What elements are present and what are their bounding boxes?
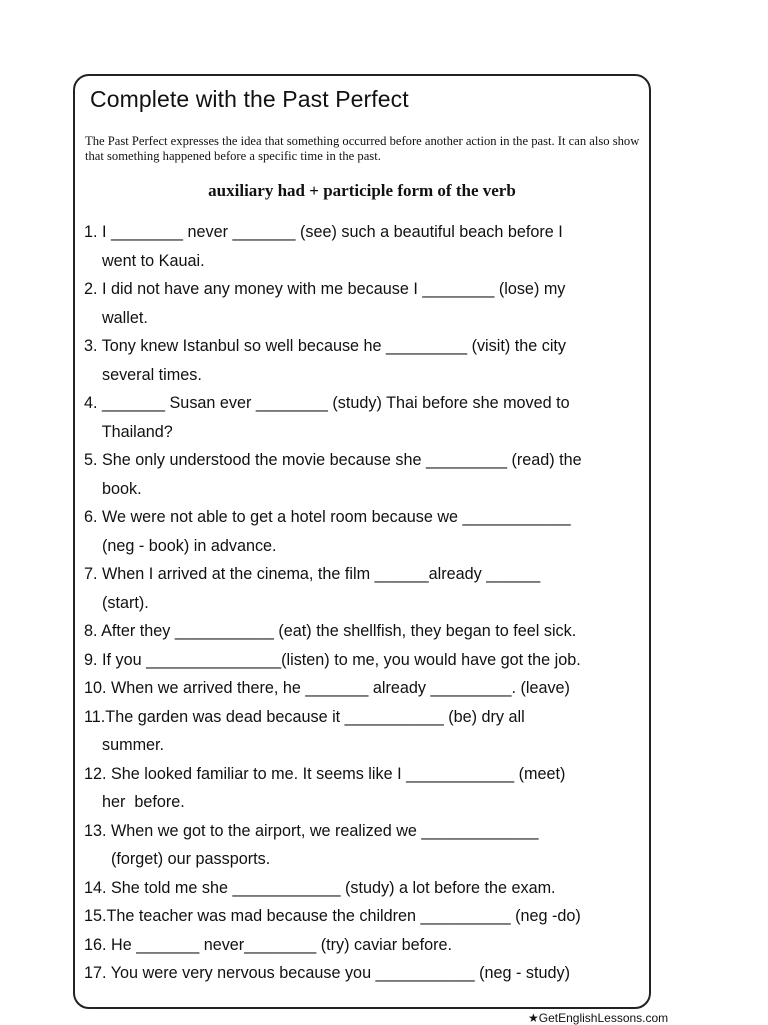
footer-credit (528, 1011, 668, 1025)
exercise-item (84, 674, 644, 703)
star-icon: ★ (528, 1011, 539, 1025)
exercise-line: 15.The teacher was mad because the children __________ (neg -do) (84, 907, 581, 925)
exercise-line-continuation: went to Kauai. (84, 251, 205, 270)
exercise-item (84, 446, 644, 503)
footer-text: GetEnglishLessons.com (538, 1011, 669, 1025)
exercise-line-continuation: several times. (84, 365, 202, 384)
exercise-line: 9. If you _______________(listen) to me, you would have got the job. (84, 650, 581, 669)
exercise-line: 6. We were not able to get a hotel room because we ____________ (84, 508, 571, 526)
exercise-item (84, 817, 644, 874)
exercise-item (84, 959, 644, 988)
exercise-item (84, 218, 644, 275)
exercise-item (84, 389, 644, 446)
exercise-item (84, 646, 644, 675)
exercise-line-continuation: summer. (84, 736, 165, 754)
exercise-line-continuation: wallet. (84, 308, 148, 327)
intro-paragraph: The Past Perfect expresses the idea that something occurred before another action in the past. It can also show that something happened before a specific time in the past. (85, 134, 640, 163)
exercise-item (84, 503, 644, 560)
exercise-line: 5. She only understood the movie because she _________ (read) the (84, 451, 582, 469)
exercise-line: 13. When we got to the airport, we realized we _____________ (84, 821, 539, 840)
worksheet-title: Complete with the Past Perfect (90, 86, 409, 112)
exercise-item (84, 617, 644, 646)
exercise-line-continuation: Thailand? (84, 422, 173, 441)
exercise-line-continuation: her before. (84, 793, 185, 811)
exercise-line: 8. After they ___________ (eat) the shellfish, they began to feel sick. (84, 622, 577, 640)
exercise-line-continuation: (neg - book) in advance. (84, 536, 277, 555)
exercise-item (84, 560, 644, 617)
exercise-line: 3. Tony knew Istanbul so well because he _________ (visit) the city (84, 337, 567, 355)
exercise-line: 1. I ________ never _______ (see) such a beautiful beach before I (84, 223, 563, 241)
exercise-line-continuation: book. (84, 479, 142, 498)
exercise-line: 7. When I arrived at the cinema, the film ______already ______ (84, 565, 541, 583)
exercise-item (84, 874, 644, 903)
exercise-line-continuation: (forget) our passports. (84, 850, 271, 868)
exercise-line-continuation: (start). (84, 593, 149, 612)
exercise-line: 14. She told me she ____________ (study) a lot before the exam. (84, 878, 556, 897)
exercise-line: 10. When we arrived there, he _______ already _________. (leave) (84, 679, 570, 697)
exercise-line: 12. She looked familiar to me. It seems like I ____________ (meet) (84, 764, 566, 783)
exercise-line: 4. _______ Susan ever ________ (study) Thai before she moved to (84, 394, 570, 412)
exercise-item (84, 931, 644, 960)
exercise-line: 11.The garden was dead because it ___________ (be) dry all (84, 707, 525, 726)
exercise-item (84, 332, 644, 389)
exercise-item (84, 760, 644, 817)
formula-rule: auxiliary had + participle form of the verb (208, 181, 516, 200)
exercise-item (84, 703, 644, 760)
exercise-item (84, 902, 644, 931)
exercise-line: 2. I did not have any money with me because I ________ (lose) my (84, 280, 566, 298)
exercise-item (84, 275, 644, 332)
exercise-list (84, 218, 644, 988)
exercise-line: 17. You were very nervous because you ___________ (neg - study) (84, 964, 570, 982)
exercise-line: 16. He _______ never________ (try) caviar before. (84, 935, 453, 954)
